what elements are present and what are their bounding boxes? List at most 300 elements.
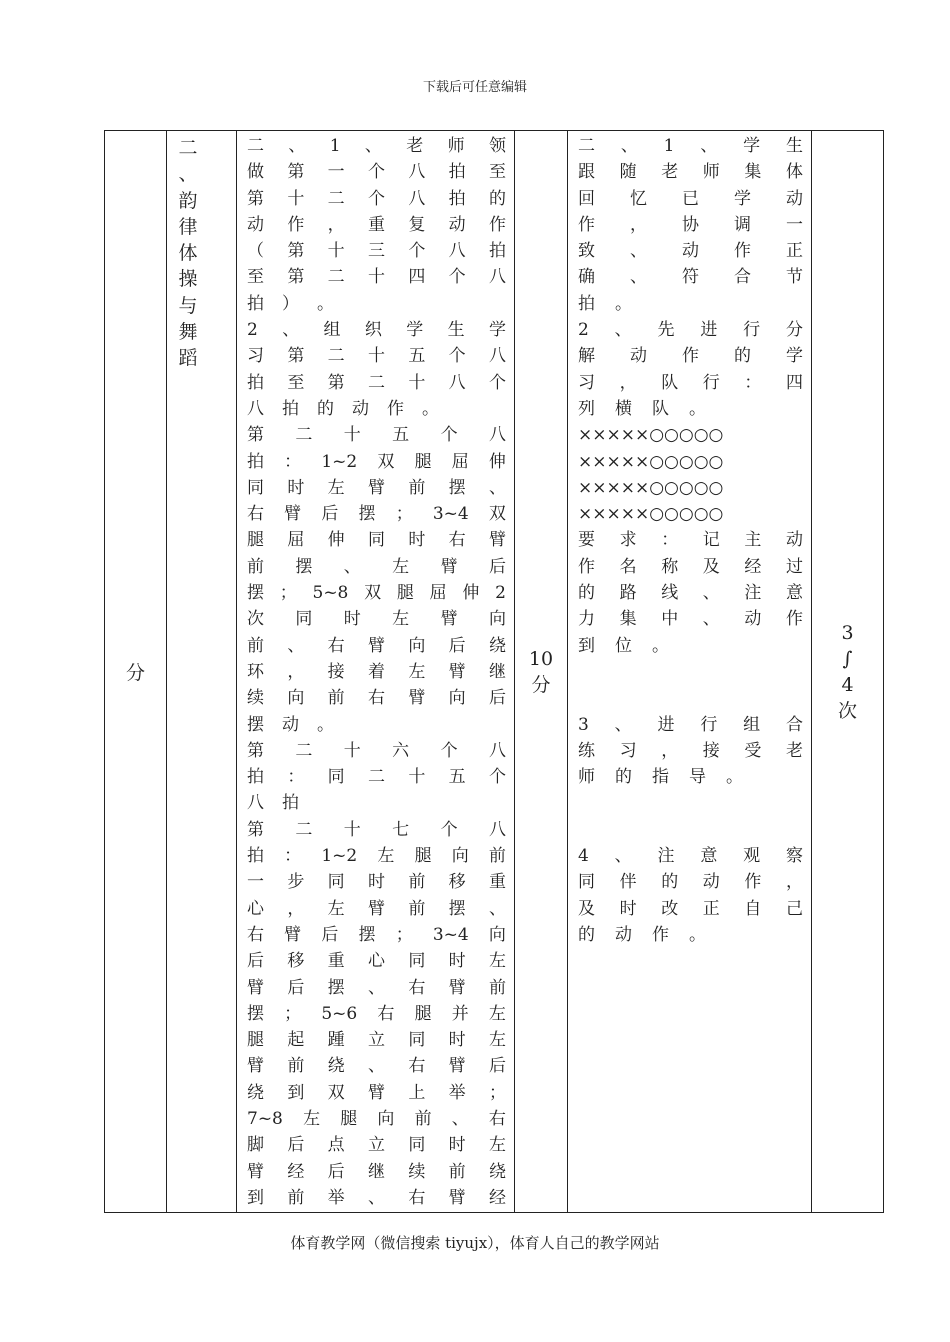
text-token: 作 [652, 924, 669, 945]
text-token: 、 [287, 635, 305, 656]
text-token: 过 [785, 556, 803, 577]
text-token: 位 [615, 635, 632, 656]
text-token: 跟 [578, 162, 595, 183]
text-token: 动 [682, 241, 699, 262]
text-token: 臂 [367, 477, 385, 498]
text-token: 个 [367, 162, 385, 183]
text-token: 摆 [327, 977, 345, 998]
text-line [247, 475, 506, 501]
text-token: 八 [488, 819, 506, 840]
text-line [247, 501, 506, 527]
text-token: 前 [488, 977, 506, 998]
text-token: 、 [614, 714, 632, 735]
text-token: 同 [327, 872, 345, 893]
text-token: 先 [657, 320, 675, 341]
text-token: 左 [488, 1003, 506, 1024]
text-token: 经 [744, 556, 762, 577]
text-line [247, 580, 506, 606]
repetition-min: 3 [841, 621, 854, 644]
text-token: 双 [327, 1082, 345, 1103]
text-token: 时 [408, 530, 426, 551]
text-token: ×××××○○○○○ [578, 451, 724, 472]
text-token: 合 [734, 267, 751, 288]
text-token: 注 [744, 583, 762, 604]
text-line [247, 633, 506, 659]
text-token: 后 [327, 1161, 345, 1182]
text-token: 个 [448, 346, 466, 367]
text-line [247, 291, 506, 317]
text-token: 。 [317, 714, 334, 735]
text-token: 个 [367, 188, 385, 209]
text-token: 屈 [429, 583, 447, 604]
text-token: 后 [321, 504, 339, 525]
title-char: 韵 [178, 189, 198, 212]
text-token: 右 [408, 977, 426, 998]
text-token: 。 [726, 767, 743, 788]
text-line [247, 264, 506, 290]
text-token: 十 [408, 372, 426, 393]
text-token: 导 [689, 767, 706, 788]
text-line [247, 422, 506, 448]
text-line [578, 422, 803, 448]
text-line [578, 922, 803, 948]
text-line [247, 212, 506, 238]
text-token: 作 [578, 214, 595, 235]
text-token: 到 [287, 1082, 305, 1103]
text-token: 第 [327, 372, 345, 393]
title-char: 操 [178, 268, 198, 291]
text-token: 。 [422, 398, 439, 419]
text-token: 续 [247, 688, 264, 709]
text-token: 、 [702, 583, 720, 604]
text-token: 1 [663, 136, 675, 156]
title-char: 与 [178, 294, 198, 317]
text-line [247, 159, 506, 185]
text-token: 至 [287, 372, 305, 393]
text-token: 拍 [578, 293, 595, 314]
text-token: 移 [287, 951, 305, 972]
text-token: 腿 [414, 846, 432, 867]
text-token: 摆 [247, 714, 264, 735]
text-token: 八 [448, 372, 466, 393]
text-token: 臂 [440, 609, 458, 630]
text-token: 解 [578, 346, 595, 367]
text-line [578, 449, 803, 475]
text-token: 动 [785, 530, 803, 551]
text-token: 臂 [448, 1056, 466, 1077]
text-line [578, 738, 803, 764]
text-token: 自 [744, 898, 762, 919]
text-token: 动 [786, 188, 803, 209]
text-token: 重 [367, 214, 385, 235]
text-token: 求 [619, 530, 637, 551]
text-token: 称 [661, 556, 679, 577]
text-token: 行 [702, 372, 720, 393]
text-token: 臂 [284, 924, 302, 945]
title-char: 、 [178, 163, 198, 186]
text-line [578, 896, 803, 922]
text-token: 拍 [247, 372, 264, 393]
text-token: 、 [288, 136, 306, 156]
text-token: 踵 [327, 1030, 345, 1051]
text-token: 组 [743, 714, 761, 735]
text-token: 左 [377, 846, 395, 867]
text-token: ： [744, 372, 762, 393]
text-token: 同 [578, 872, 595, 893]
text-line [247, 869, 506, 895]
text-token: 六 [392, 740, 410, 761]
table-row [105, 131, 884, 1213]
text-token: 作 [682, 346, 699, 367]
repetition-value [812, 620, 883, 724]
text-token: 同 [295, 609, 313, 630]
text-token: 二 [327, 267, 345, 288]
text-token: 、 [451, 1108, 469, 1129]
content-title [175, 131, 201, 372]
text-token: 动 [352, 398, 369, 419]
text-token: 二 [295, 819, 313, 840]
text-token: 时 [448, 1030, 466, 1051]
text-token: 同 [327, 767, 345, 788]
text-token: 右 [448, 530, 466, 551]
text-token: 腿 [247, 1030, 264, 1051]
text-token: 后 [488, 688, 506, 709]
text-token: 行 [743, 320, 761, 341]
text-token: 经 [488, 1187, 506, 1208]
text-token: 主 [744, 530, 762, 551]
text-token: 八 [408, 162, 426, 183]
text-token: 后 [488, 556, 506, 577]
text-token: 重 [327, 951, 345, 972]
text-token: 学 [734, 188, 751, 209]
text-line [578, 633, 803, 659]
text-token: 的 [488, 188, 506, 209]
title-char: 体 [178, 242, 198, 265]
text-token: 后 [287, 1135, 305, 1156]
text-line [247, 948, 506, 974]
text-line [247, 527, 506, 553]
text-token: 个 [440, 740, 458, 761]
text-token: ， [661, 740, 679, 761]
text-token: 四 [408, 267, 426, 288]
text-token: 腿 [414, 451, 432, 472]
text-token: 并 [451, 1003, 469, 1024]
text-token: 步 [287, 872, 305, 893]
text-line [578, 764, 803, 790]
text-token: 、 [702, 609, 720, 630]
text-token: 3~4 [432, 924, 469, 945]
text-token: 二 [367, 767, 385, 788]
text-line [247, 1027, 506, 1053]
text-token: 上 [408, 1082, 426, 1103]
text-token: 回 [578, 188, 595, 209]
time-number: 10 [528, 647, 554, 670]
text-token: 同 [408, 1030, 426, 1051]
text-line [578, 212, 803, 238]
text-token: 屈 [451, 451, 469, 472]
time-cell [515, 131, 568, 1213]
text-line [247, 685, 506, 711]
text-line [247, 712, 506, 738]
text-token: 左 [488, 951, 506, 972]
text-token: 伸 [462, 583, 480, 604]
text-token: 点 [327, 1135, 345, 1156]
text-token: 记 [702, 530, 720, 551]
title-char: 舞 [178, 321, 198, 344]
text-line [247, 738, 506, 764]
text-token: 臂 [440, 556, 458, 577]
text-token: 体 [785, 162, 803, 183]
text-token: 至 [247, 267, 264, 288]
text-line [247, 1080, 506, 1106]
text-token: 向 [287, 688, 305, 709]
text-token: 八 [247, 793, 264, 814]
text-token: 、 [343, 556, 361, 577]
text-token: 作 [488, 214, 506, 235]
text-token: 致 [578, 241, 595, 262]
text-token: 向 [448, 688, 466, 709]
page-header: 下载后可任意编辑 [422, 80, 527, 95]
text-line [578, 580, 803, 606]
text-token: 列 [578, 398, 595, 419]
text-token: 摆 [358, 924, 376, 945]
text-line [578, 264, 803, 290]
text-line [247, 343, 506, 369]
teacher-activity-cell [237, 131, 515, 1213]
text-line [247, 1106, 506, 1132]
text-token: 3~4 [432, 504, 469, 525]
text-token: 继 [488, 661, 506, 682]
student-activity-text [568, 131, 811, 948]
text-token: 向 [408, 635, 426, 656]
text-token: 心 [247, 898, 264, 919]
text-token: 。 [689, 924, 706, 945]
stage-cell [105, 131, 167, 1213]
text-token: 、 [488, 477, 506, 498]
text-token: 右 [408, 1056, 426, 1077]
text-token: 八 [488, 740, 506, 761]
text-token: 摆 [247, 583, 264, 604]
text-token: 个 [440, 425, 458, 446]
text-token: 二 [367, 372, 385, 393]
text-token: ： [287, 767, 305, 788]
text-token: 绕 [327, 1056, 345, 1077]
text-token: 后 [321, 924, 339, 945]
text-token: 、 [364, 136, 382, 156]
text-token: 时 [448, 951, 466, 972]
text-token: 双 [488, 504, 506, 525]
text-token: 一 [327, 162, 345, 183]
text-line [247, 133, 506, 159]
text-token: 的 [317, 398, 334, 419]
text-token: 符 [682, 267, 699, 288]
text-token: 作 [744, 872, 762, 893]
text-token: 、 [367, 977, 385, 998]
text-token: 队 [652, 398, 669, 419]
text-token: 心 [367, 951, 385, 972]
text-line [247, 396, 506, 422]
text-token: ， [287, 661, 305, 682]
text-token: 。 [689, 398, 706, 419]
text-token: 第 [287, 162, 305, 183]
text-token: 2 [247, 320, 258, 341]
text-token: 双 [377, 451, 395, 472]
text-line [578, 317, 803, 343]
text-token: 时 [619, 898, 637, 919]
text-token: 十 [367, 267, 385, 288]
text-token: 3 [578, 714, 589, 735]
text-token: 右 [367, 688, 385, 709]
text-token: 右 [327, 635, 345, 656]
repetition-max: 4 [841, 673, 854, 696]
text-token: ； [488, 1082, 506, 1103]
text-line [247, 1185, 506, 1211]
text-line [578, 343, 803, 369]
text-token: 师 [702, 162, 720, 183]
text-token: 臂 [448, 661, 466, 682]
text-token: 察 [785, 846, 803, 867]
text-token: 已 [682, 188, 699, 209]
text-line [578, 869, 803, 895]
text-token: 指 [652, 767, 669, 788]
text-token: 环 [247, 661, 264, 682]
text-token: 拍 [448, 162, 466, 183]
text-token: 前 [287, 1056, 305, 1077]
text-token: 进 [700, 320, 718, 341]
text-line [578, 685, 803, 711]
text-token: 队 [661, 372, 679, 393]
text-token: 第 [247, 740, 264, 761]
text-token: 分 [785, 320, 803, 341]
text-token: 至 [488, 162, 506, 183]
text-line [247, 1159, 506, 1185]
text-token: 拍 [247, 293, 264, 314]
text-token: 三 [367, 241, 385, 262]
text-token: 观 [743, 846, 761, 867]
text-token: 摆 [295, 556, 313, 577]
text-line [247, 1001, 506, 1027]
lesson-table [104, 130, 884, 1213]
text-token: 接 [327, 661, 345, 682]
text-token: 确 [578, 267, 595, 288]
text-line [247, 659, 506, 685]
text-token: 前 [408, 477, 426, 498]
text-token: 二 [295, 425, 313, 446]
text-token: 绕 [488, 1161, 506, 1182]
text-token: 拍 [282, 793, 299, 814]
text-token: 绕 [247, 1082, 264, 1103]
text-line [247, 896, 506, 922]
text-token: 右 [247, 504, 264, 525]
text-token: 二 [578, 136, 595, 156]
text-token: ） [282, 293, 299, 314]
text-token: 腿 [396, 583, 414, 604]
text-token: 组 [323, 320, 341, 341]
text-token: 师 [447, 136, 465, 156]
text-token: 名 [619, 556, 637, 577]
text-token: 摆 [448, 477, 466, 498]
text-token: 。 [615, 293, 632, 314]
text-line [578, 527, 803, 553]
text-token: 屈 [287, 530, 305, 551]
text-line [247, 554, 506, 580]
text-token: 习 [619, 740, 637, 761]
text-token: 个 [408, 241, 426, 262]
text-token: 臂 [247, 977, 264, 998]
text-token: 前 [414, 1108, 432, 1129]
text-token: 举 [448, 1082, 466, 1103]
text-token: 举 [327, 1187, 345, 1208]
text-token: 五 [448, 767, 466, 788]
text-token: 拍 [247, 451, 264, 472]
text-token: 及 [578, 898, 595, 919]
text-token: 八 [247, 398, 264, 419]
text-line [578, 475, 803, 501]
text-token: ×××××○○○○○ [578, 504, 724, 525]
text-token: ； [395, 924, 413, 945]
text-token: 老 [661, 162, 679, 183]
title-char: 蹈 [178, 347, 198, 370]
page-footer: 体育教学网（微信搜索 tiyujx），体育人自己的教学网站 [290, 1234, 660, 1252]
text-token: 右 [247, 924, 264, 945]
text-token: 右 [488, 1108, 506, 1129]
text-token: 协 [682, 214, 699, 235]
text-token: 二 [295, 740, 313, 761]
text-token: 及 [702, 556, 720, 577]
text-token: 复 [408, 214, 426, 235]
text-token: 拍 [247, 767, 264, 788]
text-token: 五 [392, 425, 410, 446]
text-line [247, 764, 506, 790]
text-token: 练 [578, 740, 595, 761]
text-token: 腿 [414, 1003, 432, 1024]
text-token: 。 [317, 293, 334, 314]
text-token: 十 [343, 819, 361, 840]
text-token: 节 [786, 267, 803, 288]
text-token: 动 [615, 924, 632, 945]
text-line [578, 133, 803, 159]
text-line [247, 975, 506, 1001]
text-token: 改 [661, 898, 679, 919]
text-token: 五 [408, 346, 426, 367]
text-token: 学 [743, 136, 761, 156]
text-token: 十 [343, 425, 361, 446]
text-token: 右 [377, 1003, 395, 1024]
text-token: 随 [619, 162, 637, 183]
text-line [247, 449, 506, 475]
text-token: 、 [630, 241, 647, 262]
text-line [247, 817, 506, 843]
text-token: 前 [488, 846, 506, 867]
text-token: 己 [785, 898, 803, 919]
text-token: 力 [578, 609, 595, 630]
text-token: 学 [786, 346, 803, 367]
text-token: 第 [247, 188, 264, 209]
text-token: 前 [408, 898, 426, 919]
text-token: 臂 [488, 530, 506, 551]
text-token: 、 [630, 267, 647, 288]
text-token: 、 [367, 1056, 385, 1077]
text-token: 的 [578, 924, 595, 945]
text-token: 脚 [247, 1135, 264, 1156]
text-token: 第 [247, 425, 264, 446]
time-value [515, 646, 567, 698]
text-token: 重 [488, 872, 506, 893]
text-token: ； [279, 583, 297, 604]
text-token: 1~2 [321, 846, 358, 867]
title-char: 二 [178, 137, 198, 159]
text-token: 进 [657, 714, 675, 735]
